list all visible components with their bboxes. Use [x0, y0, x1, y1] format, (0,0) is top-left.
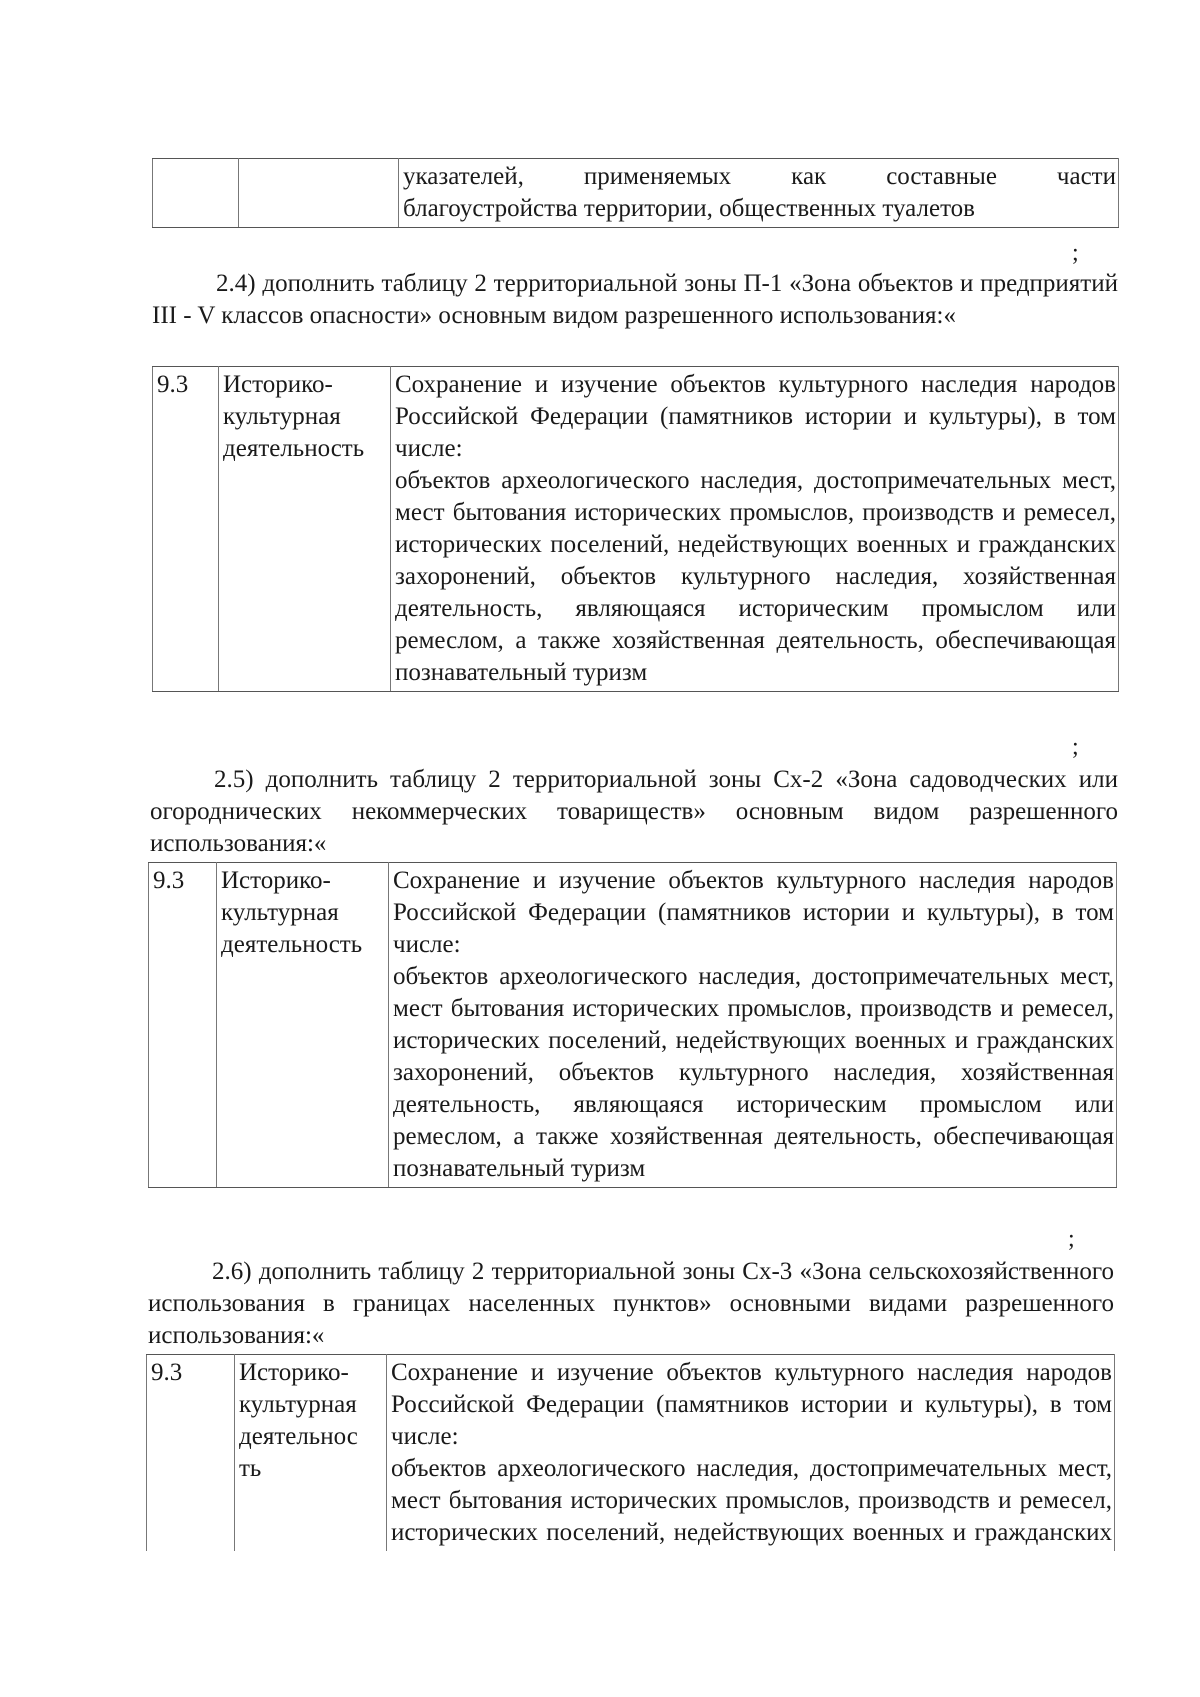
- name-line: культурная: [239, 1391, 357, 1418]
- code-cell: 9.3: [149, 863, 217, 1188]
- name-line: культурная: [221, 899, 339, 926]
- paragraph-text: 2.6) дополнить таблицу 2 территориальной зоны Сх-3 «Зона сельскохозяйственного использования в границах населенных пунктов» основными видами разрешенного использования:«: [148, 1258, 1114, 1349]
- description-intro: Сохранение и изучение объектов культурного наследия народов Российской Федерации (памятников истории и культуры), в том числе:: [393, 867, 1114, 958]
- description-list: объектов археологического наследия, достопримечательных мест, мест бытования исторических промыслов, производств и ремесел, исторических поселений, недействующих военных и гражданских: [391, 1455, 1112, 1546]
- name-cell: [235, 1355, 387, 1552]
- description-cell: [389, 863, 1117, 1188]
- description-cell: [387, 1355, 1115, 1552]
- name-line: культурная: [223, 403, 341, 430]
- semicolon: ;: [1072, 240, 1079, 266]
- paragraph-2-4: [152, 268, 1118, 332]
- code-cell: 9.3: [153, 367, 219, 692]
- table-row: [149, 863, 1117, 1188]
- semicolon: ;: [1068, 1226, 1075, 1252]
- description-list: объектов археологического наследия, достопримечательных мест, мест бытования исторических промыслов, производств и ремесел, исторических поселений, недействующих военных и гражданских захоронений, объектов культурного наследия, хозяйственная деятельность, являющаяся историческим промыслом или ремеслом, а также хозяйственная деятельность, обеспечивающая познавательный туризм: [395, 467, 1116, 686]
- paragraph-text: 2.5) дополнить таблицу 2 территориальной зоны Сх-2 «Зона садоводческих или огороднических некоммерческих товариществ» основным видом разрешенного использования:«: [150, 766, 1118, 857]
- description-cell: [391, 367, 1119, 692]
- code-cell: [153, 159, 239, 228]
- name-line: Историко-: [221, 867, 331, 894]
- name-line: деятельнос: [239, 1423, 358, 1450]
- semicolon: ;: [1072, 734, 1079, 760]
- table-row: [153, 367, 1119, 692]
- description-line-1: указателей, применяемых как составные части: [403, 163, 1116, 190]
- name-cell: [239, 159, 399, 228]
- table-row: [147, 1355, 1115, 1552]
- description-intro: Сохранение и изучение объектов культурного наследия народов Российской Федерации (памятников истории и культуры), в том числе:: [391, 1359, 1112, 1450]
- table-row: [153, 159, 1119, 228]
- zone-sx3-table: [146, 1354, 1115, 1551]
- paragraph-text: 2.4) дополнить таблицу 2 территориальной зоны П-1 «Зона объектов и предприятий III - V классов опасности» основным видом разрешенного использования:«: [152, 270, 1118, 329]
- name-line: Историко-: [239, 1359, 349, 1386]
- name-line: деятельность: [223, 435, 365, 462]
- name-line: Историко-: [223, 371, 333, 398]
- description-cell: [399, 159, 1119, 228]
- name-cell: [219, 367, 391, 692]
- zone-p1-table: [152, 366, 1119, 692]
- description-line-2: благоустройства территории, общественных туалетов: [403, 195, 975, 222]
- paragraph-2-5: [150, 764, 1118, 860]
- code-cell: 9.3: [147, 1355, 235, 1552]
- description-list: объектов археологического наследия, достопримечательных мест, мест бытования исторических промыслов, производств и ремесел, исторических поселений, недействующих военных и гражданских захоронений, объектов культурного наследия, хозяйственная деятельность, являющаяся историческим промыслом или ремеслом, а также хозяйственная деятельность, обеспечивающая познавательный туризм: [393, 963, 1114, 1182]
- name-line: деятельность: [221, 931, 363, 958]
- name-cell: [217, 863, 389, 1188]
- paragraph-2-6: [148, 1256, 1114, 1352]
- top-continuation-table: [152, 158, 1119, 228]
- name-line: ть: [239, 1455, 262, 1482]
- description-intro: Сохранение и изучение объектов культурного наследия народов Российской Федерации (памятников истории и культуры), в том числе:: [395, 371, 1116, 462]
- zone-sx2-table: [148, 862, 1117, 1188]
